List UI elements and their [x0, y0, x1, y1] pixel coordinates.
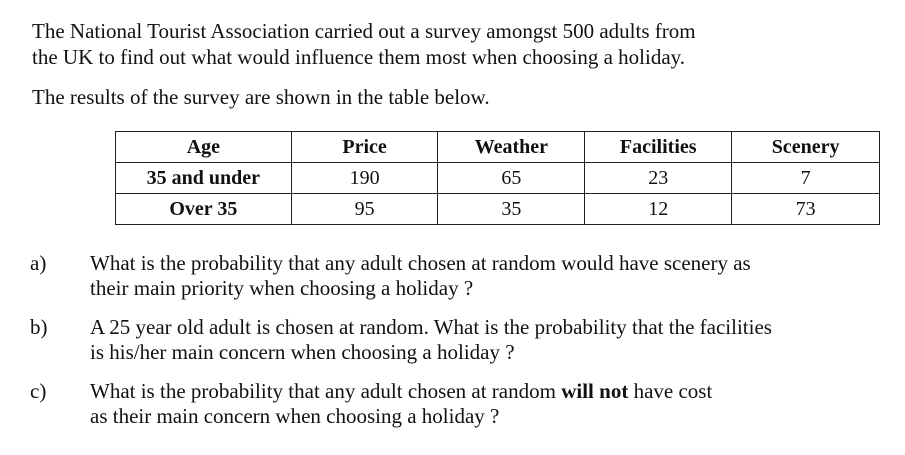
question-letter: b): [30, 315, 48, 339]
table-cell: 190: [291, 163, 438, 194]
table-cell: 65: [438, 163, 585, 194]
emphasis-will-not: will not: [561, 379, 629, 403]
question-line: is his/her main concern when choosing a holiday ?: [90, 340, 515, 364]
intro-line-1: The National Tourist Association carried out a survey amongst 500 adults from: [32, 19, 696, 43]
table-cell: 95: [291, 194, 438, 225]
row-label: Over 35: [116, 194, 292, 225]
question-text-part: What is the probability that any adult chosen at random: [90, 379, 562, 403]
question-text-part: have cost: [628, 379, 713, 403]
question-text: [90, 379, 870, 429]
intro-line-2: the UK to find out what would influence them most when choosing a holiday.: [32, 45, 686, 69]
intro-paragraph: [32, 18, 872, 70]
table-row: [116, 194, 880, 225]
question-letter: c): [30, 379, 47, 403]
table-row: [116, 163, 880, 194]
table-cell: 73: [732, 194, 880, 225]
header-scenery: Scenery: [732, 132, 880, 163]
table-cell: 35: [438, 194, 585, 225]
question-text: [90, 251, 870, 301]
header-weather: Weather: [438, 132, 585, 163]
question-line: their main priority when choosing a holiday ?: [90, 276, 474, 300]
question-line: [90, 379, 870, 404]
survey-table: [115, 131, 880, 225]
row-label: 35 and under: [116, 163, 292, 194]
question-text: [90, 315, 870, 365]
question-line: as their main concern when choosing a holiday ?: [90, 404, 500, 428]
question-letter: a): [30, 251, 47, 275]
table-header-row: [116, 132, 880, 163]
header-price: Price: [291, 132, 438, 163]
header-facilities: Facilities: [585, 132, 732, 163]
question-line: A 25 year old adult is chosen at random. What is the probability that the facilities: [90, 315, 772, 339]
question-line: What is the probability that any adult chosen at random would have scenery as: [90, 251, 751, 275]
results-sentence: The results of the survey are shown in the table below.: [32, 85, 490, 109]
table-cell: 7: [732, 163, 880, 194]
table-cell: 12: [585, 194, 732, 225]
header-age: Age: [116, 132, 292, 163]
table-cell: 23: [585, 163, 732, 194]
